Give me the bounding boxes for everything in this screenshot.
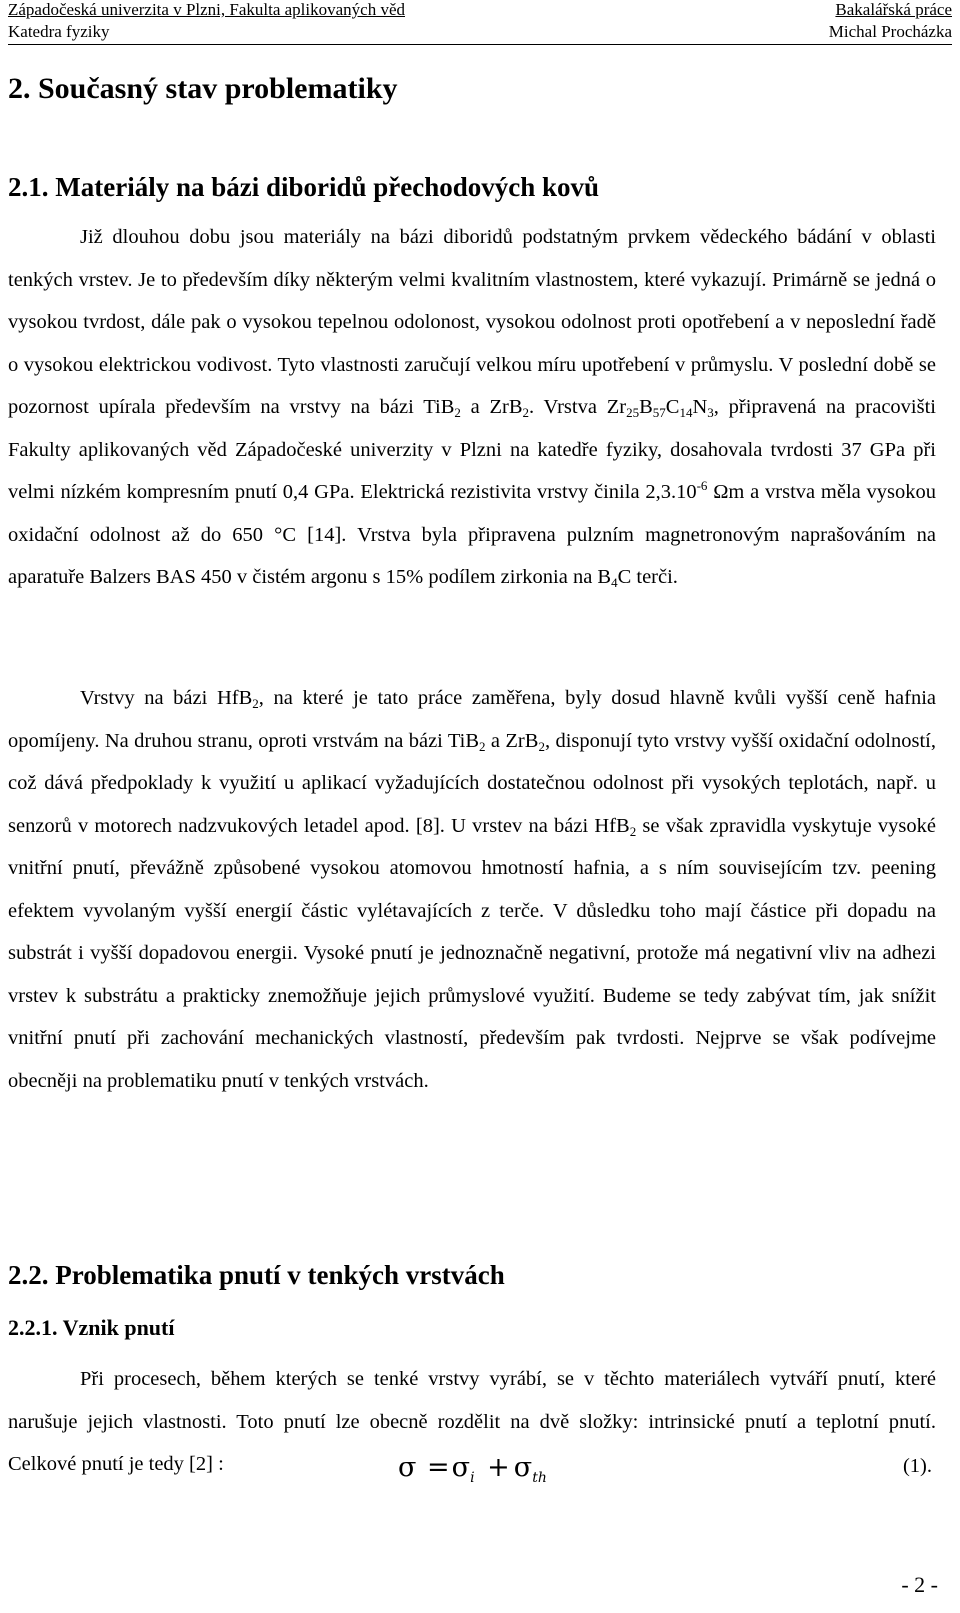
- paragraph-hfb2: Vrstvy na bázi HfB$_2$, na které je tato práce zaměřena, byly dosud hlavně kvůli vyšší ceně hafnia opomíjeny. Na druhou stranu, oproti vrstvám na bázi TiB$_2$ a ZrB$_2$, disponují tyto vrstvy vyšší oxidační odolností, což dává předpoklady k využití u aplikací vyžadujících dostatečnou odolnost při vysokých teplotách, např. u senzorů v motorech nadzvukových letadel apod. [8]. U vrstev na bázi HfB$_2$ se však zpravidla vyskytuje vysoké vnitřní pnutí, převážně způsobené vysokou atomovou hmotností hafnia, a s ním souvisejícím tzv. peening efektem vyvolaným vyšší energií částic vylétavajících z terče. V důsledku toho mají částice při dopadu na substrát i vyšší dopadovou energii. Vysoké pnutí je jednoznačně negativní, protože má negativní vliv na adhezi vrstev k substrátu a prakticky znemožňuje jejich průmyslové využití. Budeme se tedy zabývat tím, jak snížit vnitřní pnutí při zachování mechanických vlastností, především pak tvrdosti. Nejprve se však podívejme obecněji na problematiku pnutí v tenkých vrstvách.: [8, 687, 936, 1092]
- header-author: Michal Procházka: [828, 22, 952, 41]
- page-number: - 2 -: [901, 1572, 938, 1597]
- paragraph-stress-origin: Při procesech, během kterých se tenké vrstvy vyrábí, se v těchto materiálech vytváří pnutí, které narušuje jejich vlastnosti. Toto pnutí lze obecně rozdělit na dvě složky: intrinsické pnutí a teplotní pnutí. Celkové pnutí je tedy [2] :: [8, 1368, 936, 1475]
- subsection-title-2-2-1: 2.2.1. Vznik pnutí: [8, 1315, 175, 1340]
- equation-number: (1).: [902, 1455, 932, 1477]
- header-university: Západočeská univerzita v Plzni, Fakulta aplikovaných věd: [8, 0, 406, 19]
- chapter-title: 2. Současný stav problematiky: [8, 72, 398, 105]
- equation-total-stress: $\sigma =\sigma_i + \sigma_{th}$: [398, 1452, 547, 1486]
- running-header-top: [8, 0, 952, 20]
- section-title-2-2: 2.2. Problematika pnutí v tenkých vrstvách: [8, 1260, 505, 1290]
- paragraph-diborides: Již dlouhou dobu jsou materiály na bázi diboridů podstatným prvkem vědeckého bádání v oblasti tenkých vrstev. Je to především díky některým velmi kvalitním vlastnostem, které vykazují. Primárně se jedná o vysokou tvrdost, dále pak o vysokou tepelnou odolonost, vysokou odolnost proti opotřebení a v neposlední řadě o vysokou elektrickou vodivost. Tyto vlastnosti zaručují velkou míru upotřebení v průmyslu. V poslední době se pozornost upírala především na vrstvy na bázi TiB$_2$ a ZrB$_2$. Vrstva $Zr_{25}B_{57}C_{14}N_3$, připravená na pracovišti Fakulty aplikovaných věd Západočeské univerzity v Plzni na katedře fyziky, dosahovala tvrdosti 37 GPa při velmi nízkém kompresním pnutí 0,4 GPa. Elektrická rezistivita vrstvy činila $2,3.10^{-6}$ Ωm a vrstva měla vysokou oxidační odolnost až do 650 °C [14]. Vrstva byla připravena pulzním magnetronovým naprašováním na aparatuře Balzers BAS 450 v čistém argonu s 15% podílem zirkonia na $B_4C$ terči.: [8, 226, 936, 590]
- running-header-bottom: [8, 22, 952, 45]
- header-department: Katedra fyziky: [8, 22, 110, 41]
- section-title-2-1: 2.1. Materiály na bázi diboridů přechodových kovů: [8, 172, 600, 202]
- header-thesis-type: Bakalářská práce: [835, 0, 952, 19]
